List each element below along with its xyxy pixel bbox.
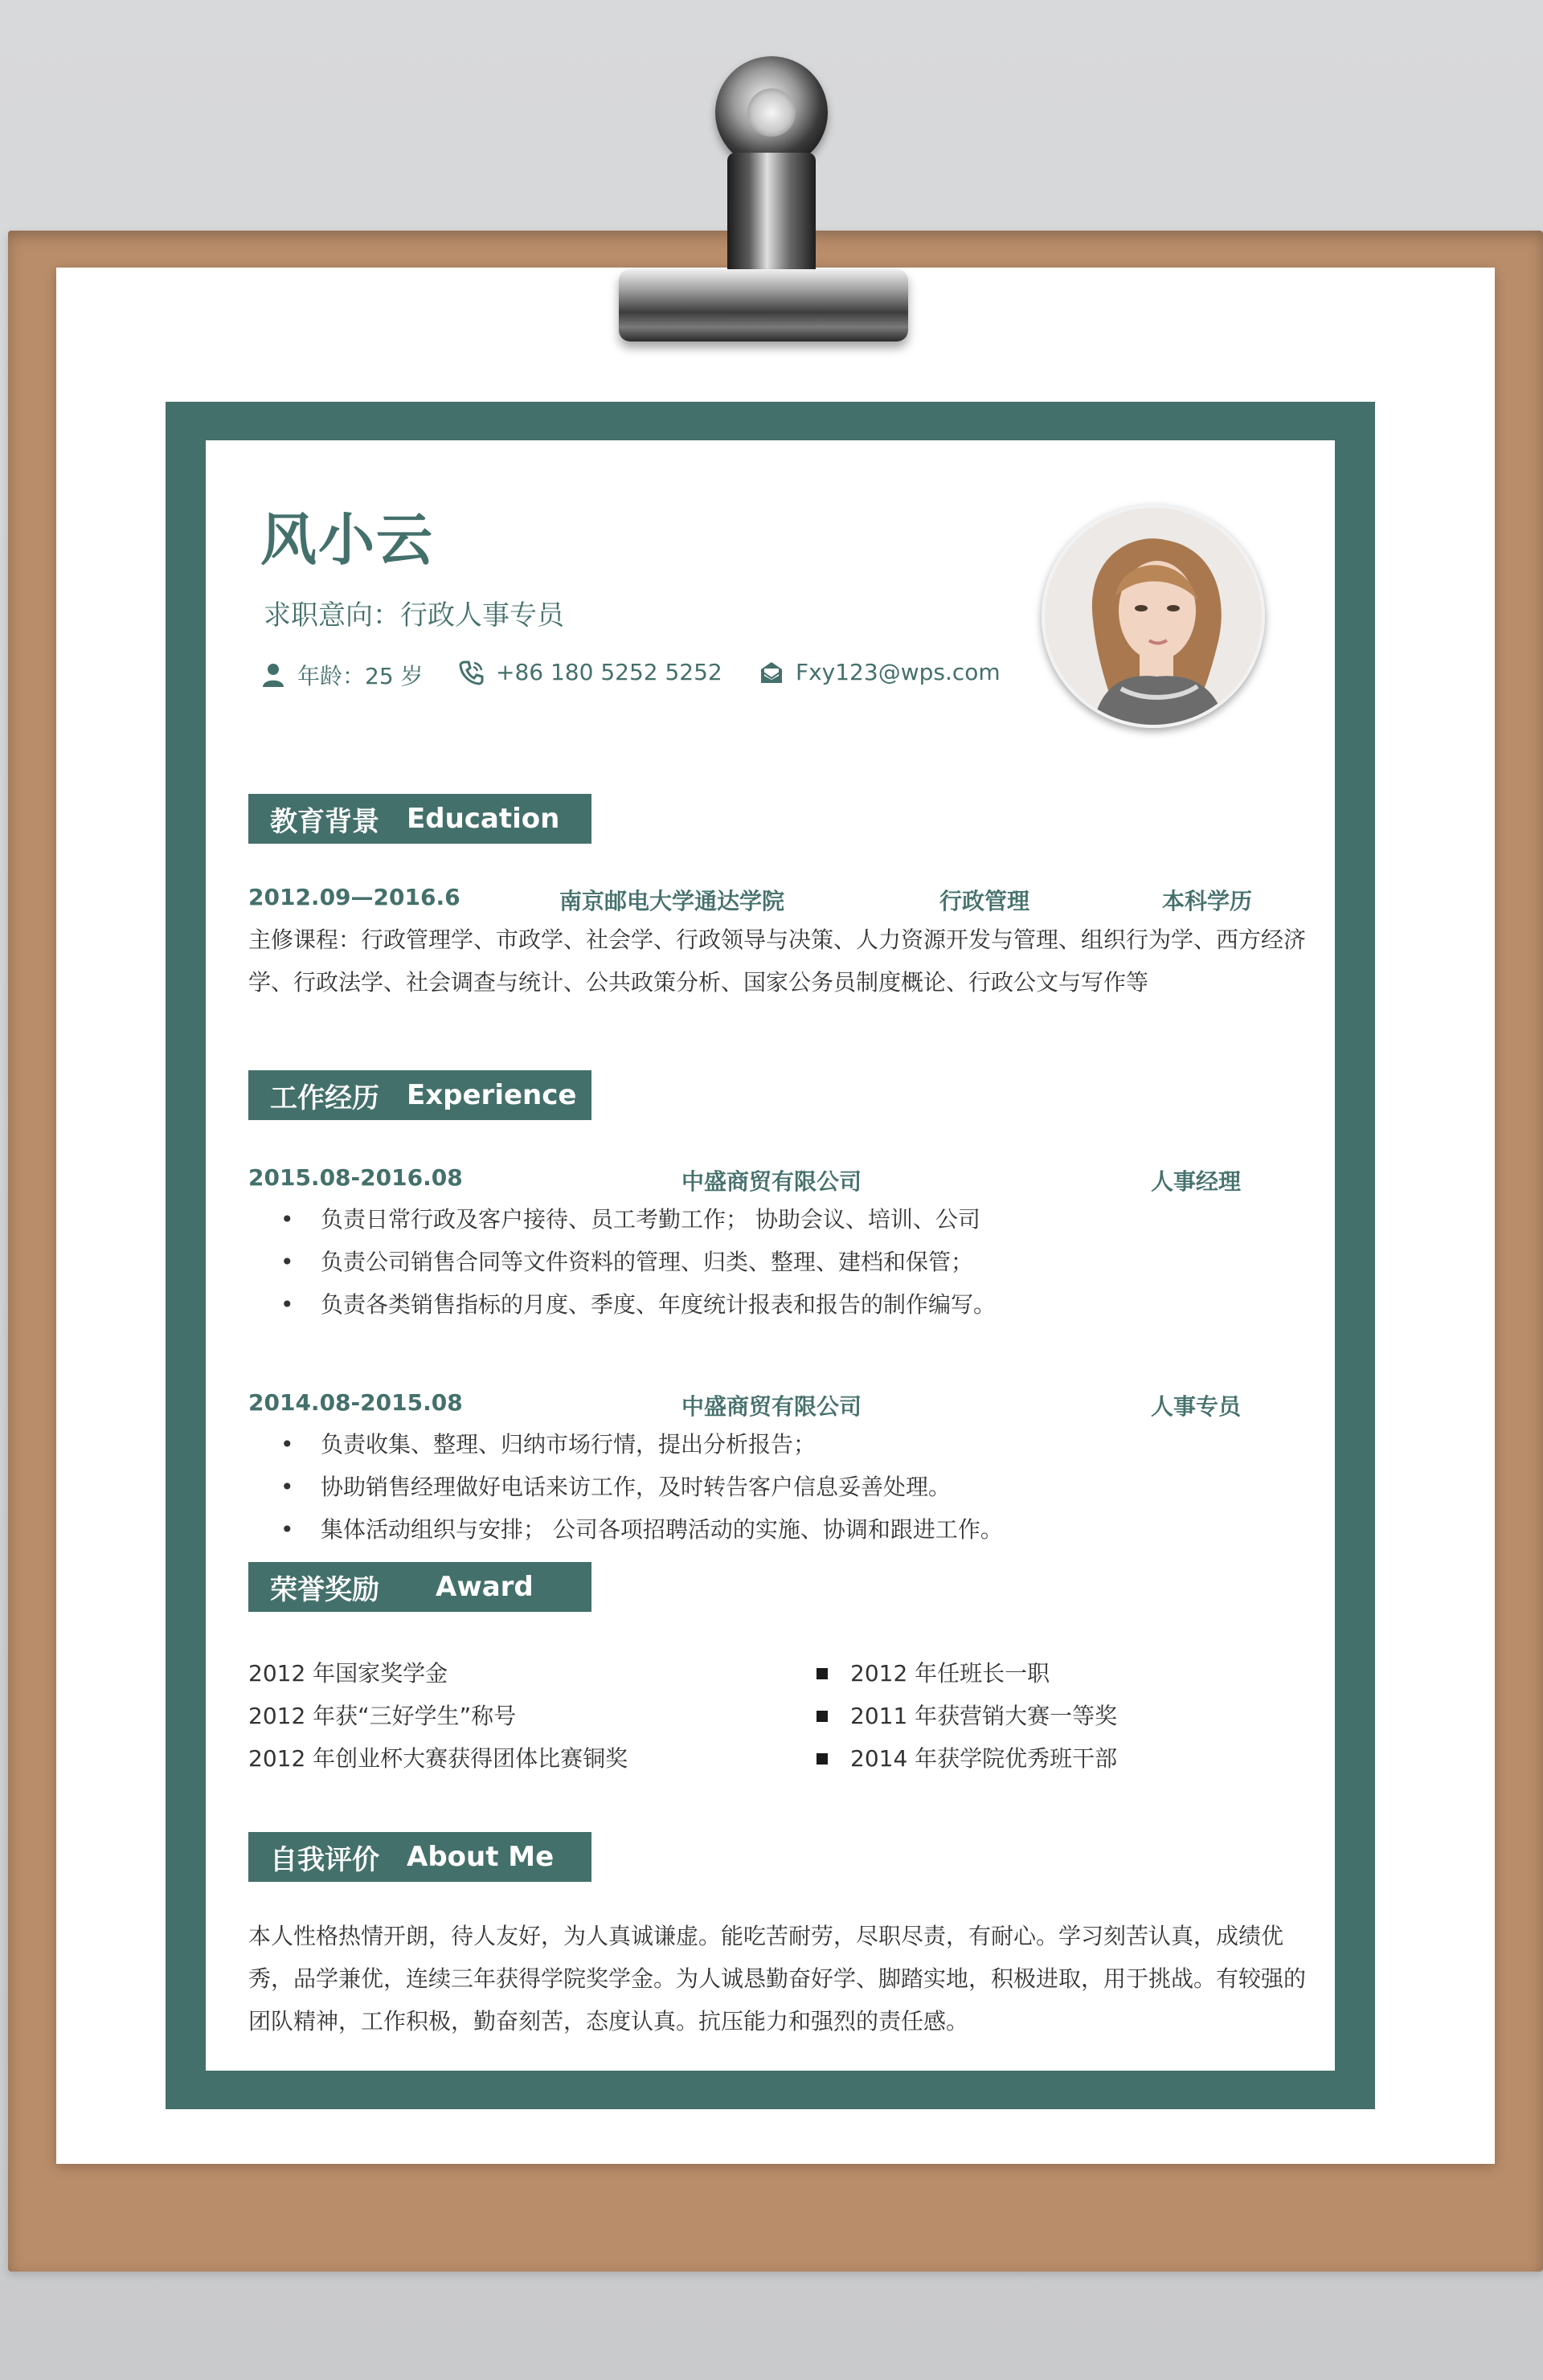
list-item: 2011 年获营销大赛一等奖 [815,1695,1117,1737]
section-title-zh: 教育背景 [270,805,379,838]
job-company: 中盛商贸有限公司 [681,1168,862,1195]
binder-clip-icon [579,48,948,354]
candidate-name: 风小云 [260,507,434,573]
job-role: 人事专员 [1151,1393,1242,1420]
job-period: 2015.08-2016.08 [248,1164,463,1191]
resume-frame [166,402,1375,2109]
award-list-left [248,1652,628,1780]
section-title-en: Education [407,803,560,835]
list-item: • 协助销售经理做好电话来访工作，及时转告客户信息妥善处理。 [248,1466,1003,1508]
education-major: 行政管理 [939,888,1030,914]
section-title-zh: 自我评价 [270,1843,379,1876]
age-text: 年龄：25 岁 [297,663,424,689]
user-icon [260,662,286,688]
list-item: • 集体活动组织与安排； 公司各项招聘活动的实施、协调和跟进工作。 [248,1508,1003,1551]
section-title-zh: 荣誉奖励 [270,1573,379,1606]
job-duties-list [248,1423,1003,1551]
job-period: 2014.08-2015.08 [248,1389,463,1416]
mail-icon [759,660,784,685]
contact-email [759,659,1001,685]
contact-age [260,659,424,691]
section-title-zh: 工作经历 [270,1082,379,1114]
section-title-en: Award [436,1571,534,1603]
email-text: Fxy123@wps.com [796,659,1001,685]
job-duties-list [248,1198,996,1326]
list-item: 2014 年获学院优秀班干部 [815,1737,1117,1780]
list-item: 2012 年任班长一职 [815,1652,1117,1695]
education-degree: 本科学历 [1162,888,1253,914]
list-item: 2012 年获“三好学生”称号 [248,1703,517,1729]
about-text: 本人性格热情开朗，待人友好，为人真诚谦虚。能吃苦耐劳，尽职尽责，有耐心。学习刻苦认真，成绩优秀，品学兼优，连续三年获得学院奖学金。为人诚恳勤奋好学、脚踏实地，积极进取，用于挑战。有较强的团队精神，工作积极，勤奋刻苦，态度认真。抗压能力和强烈的责任感。 [248,1923,1307,2034]
education-courses: 主修课程：行政管理学、市政学、社会学、行政领导与决策、人力资源开发与管理、组织行为学、西方经济学、行政法学、社会调查与统计、公共政策分析、国家公务员制度概论、行政公文与写作等 [248,926,1307,996]
education-school: 南京邮电大学通达学院 [559,888,785,914]
list-item: • 负责各类销售指标的月度、季度、年度统计报表和报告的制作编写。 [248,1283,996,1326]
list-item: 2012 年国家奖学金 [248,1660,448,1687]
section-header-award [248,1562,591,1612]
section-header-experience [248,1070,591,1120]
list-item: • 负责公司销售合同等文件资料的管理、归类、整理、建档和保管； [248,1241,996,1283]
phone-text: +86 180 5252 5252 [496,659,722,685]
award-list-right [815,1652,1117,1780]
avatar [1042,505,1265,728]
section-header-education [248,794,591,844]
list-item: 2012 年创业杯大赛获得团体比赛铜奖 [248,1745,628,1772]
list-item: • 负责日常行政及客户接待、员工考勤工作； 协助会议、培训、公司 [248,1198,996,1241]
education-period: 2012.09—2016.6 [248,884,460,910]
list-item: • 负责收集、整理、归纳市场行情，提出分析报告； [248,1423,1003,1466]
resume-sheet [206,440,1335,2071]
job-role: 人事经理 [1151,1168,1242,1195]
contact-phone [459,659,722,685]
job-intent: 求职意向：行政人事专员 [264,599,564,632]
section-title-en: About Me [407,1841,555,1873]
job-company: 中盛商贸有限公司 [681,1393,862,1420]
section-title-en: Experience [407,1079,577,1111]
section-header-about [248,1832,591,1882]
phone-icon [459,660,485,685]
